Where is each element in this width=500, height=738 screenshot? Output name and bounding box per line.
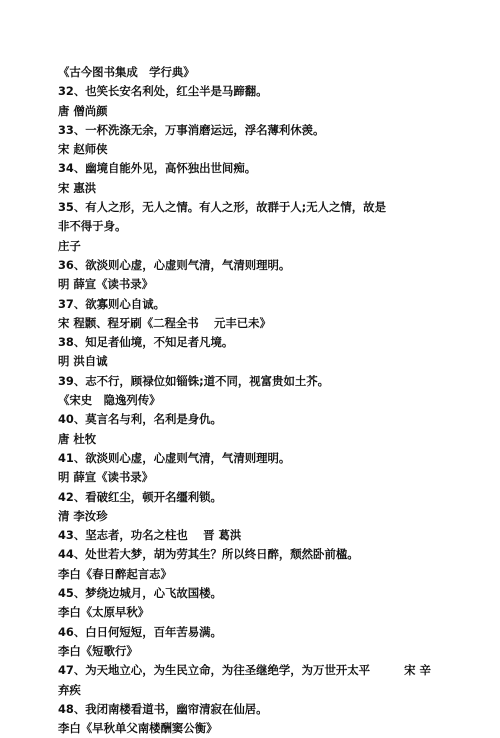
text-line: 庄子: [58, 238, 81, 253]
text-line: 32、也笑长安名利处，红尘半是马蹄翻。: [58, 84, 268, 99]
text-line: 李白《早秋单父南楼酬窦公衡》: [58, 721, 218, 736]
text-line: 李白《短歌行》: [58, 643, 138, 658]
text-line: 37、欲寡则心自诚。: [58, 296, 165, 311]
text-line: 宋 赵师侠: [58, 142, 108, 157]
text-line: 34、幽境自能外见，高怀独出世间痴。: [58, 161, 257, 176]
text-line: 李白《春日醉起言志》: [58, 566, 172, 581]
text-line: 46、白日何短短，百年苦易满。: [58, 624, 222, 639]
text-line: 清 李汝珍: [58, 508, 108, 523]
text-line: 39、志不行，顾禄位如锱铢;道不同，视富贵如土芥。: [58, 373, 330, 388]
text-line: 45、梦绕边城月，心飞故国楼。: [58, 586, 222, 601]
text-line: 40、莫言名与利，名利是身仇。: [58, 412, 222, 427]
text-line: 明 洪自诚: [58, 354, 108, 369]
text-line: 35、有人之形，无人之情。有人之形，故群于人;无人之情，故是: [58, 200, 386, 215]
text-line: 唐 僧尚颜: [58, 103, 108, 118]
text-line: 明 薛宣《读书录》: [58, 470, 154, 485]
text-line: 《宋史 隐逸列传》: [58, 393, 161, 408]
text-line: 宋 程颢、程牙刷《二程全书 元丰已未》: [58, 315, 271, 330]
text-line: 33、一杯洗涤无余，万事消磨运远，浮名薄利休羡。: [58, 122, 325, 137]
text-line: 宋 惠洪: [58, 180, 97, 195]
text-line: 《古今图书集成 学行典》: [58, 65, 195, 79]
text-line: 非不得于身。: [58, 219, 127, 234]
text-line: 41、欲淡则心虚，心虚则气清，气清则理明。: [58, 450, 291, 465]
text-line: 48、我闭南楼看道书，幽帘清寂在仙居。: [58, 701, 268, 716]
text-line: 唐 杜牧: [58, 431, 97, 446]
text-line: 李白《太原早秋》: [58, 605, 150, 620]
text-line: 44、处世若大梦，胡为劳其生？所以终日醉，颓然卧前楹。: [58, 547, 359, 562]
text-line: 36、欲淡则心虚，心虚则气清，气清则理明。: [58, 257, 291, 272]
text-line: 47、为天地立心，为生民立命，为往圣继绝学，为万世开太平 宋 辛: [58, 663, 431, 678]
text-line: 弃疾: [58, 682, 81, 697]
text-line: 43、坚志者，功名之柱也 晋 葛洪: [58, 528, 242, 543]
text-line: 38、知足者仙境，不知足者凡境。: [58, 335, 234, 350]
text-line: 明 薛宣《读书录》: [58, 277, 154, 292]
text-line: 42、看破红尘，顿开名缰利锁。: [58, 489, 222, 504]
document-body: [58, 63, 458, 738]
